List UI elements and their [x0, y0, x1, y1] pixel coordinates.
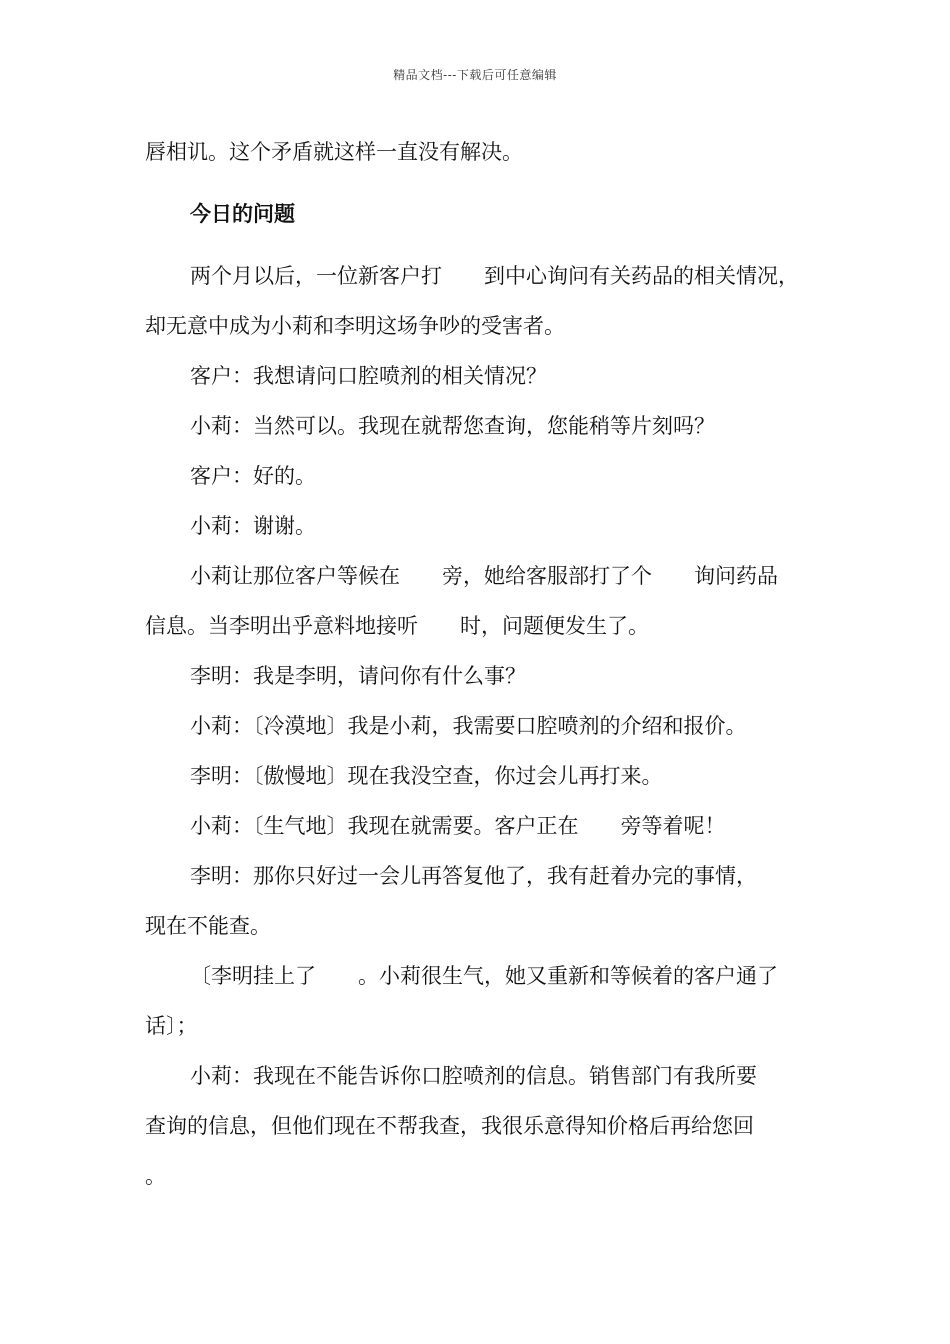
dialogue-line: 李明：那你只好过一会儿再答复他了，我有赶着办完的事情， [190, 864, 757, 888]
dialogue-line: 小莉：〔冷漠地〕我是小莉，我需要口腔喷剂的介绍和报价。 [190, 714, 747, 738]
body-line: 。 [145, 1164, 166, 1188]
body-line: 话〕； [145, 1014, 198, 1038]
dialogue-line: 小莉：我现在不能告诉你口腔喷剂的信息。销售部门有我所要 [190, 1064, 757, 1088]
dialogue-line: 小莉：谢谢。 [190, 514, 316, 538]
body-line: 小莉让那位客户等候在 旁，她给客服部打了个 询问药品 [190, 564, 778, 588]
body-line: 两个月以后，一位新客户打 到中心询问有关药品的相关情况， [190, 264, 799, 288]
page-header: 精品文档---下载后可任意编辑 [393, 68, 557, 82]
body-line: 信息。当李明出乎意料地接听 时，问题便发生了。 [145, 614, 649, 638]
dialogue-line: 客户：我想请问口腔喷剂的相关情况？ [190, 364, 547, 388]
body-line: 现在不能查。 [145, 914, 271, 938]
dialogue-line: 李明：〔傲慢地〕现在我没空查，你过会儿再打来。 [190, 764, 663, 788]
dialogue-line: 客户：好的。 [190, 464, 316, 488]
body-line: 却无意中成为小莉和李明这场争吵的受害者。 [145, 314, 565, 338]
dialogue-line: 李明：我是李明，请问你有什么事？ [190, 664, 526, 688]
dialogue-line: 小莉：〔生气地〕我现在就需要。客户正在 旁等着呢！ [190, 814, 726, 838]
section-heading: 今日的问题 [190, 201, 295, 226]
dialogue-line: 小莉：当然可以。我现在就帮您查询，您能稍等片刻吗？ [190, 414, 715, 438]
body-line: 查询的信息，但他们现在不帮我查，我很乐意得知价格后再给您回 [145, 1114, 754, 1138]
body-line: 唇相讥。这个矛盾就这样一直没有解决。 [145, 140, 523, 164]
body-line: 〔李明挂上了 。小莉很生气，她又重新和等候着的客户通了 [190, 964, 778, 988]
